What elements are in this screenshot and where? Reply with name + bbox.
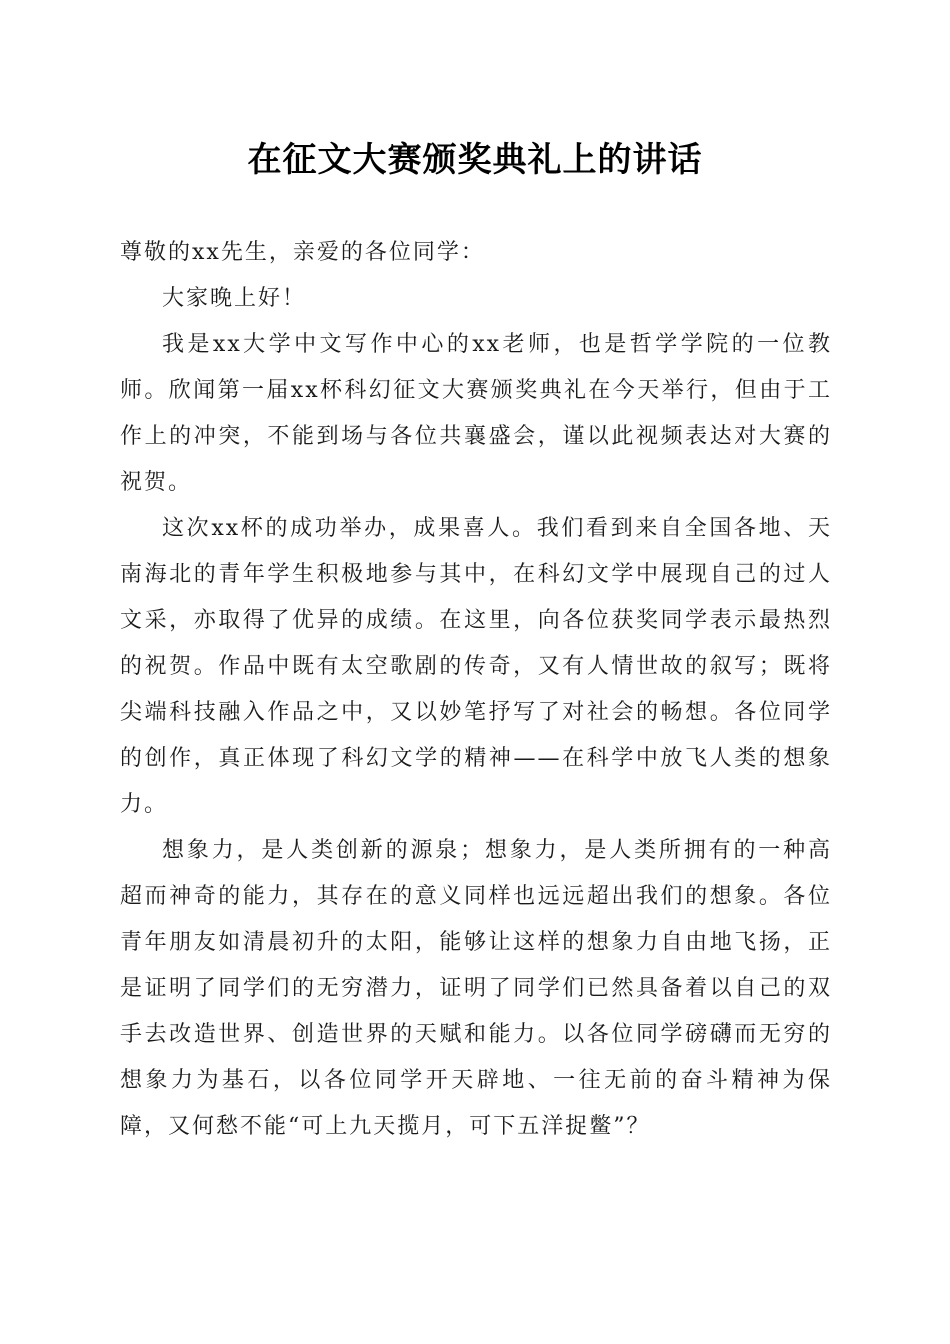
paragraph: 我是xx大学中文写作中心的xx老师，也是哲学学院的一位教师。欣闻第一届xx杯科幻征文大赛颁奖典礼在今天举行，但由于工作上的冲突，不能到场与各位共襄盛会，谨以此视频表达对大赛的祝贺。 [120,332,832,495]
salutation: 尊敬的xx先生，亲爱的各位同学： [120,240,485,265]
paragraph: 这次xx杯的成功举办，成果喜人。我们看到来自全国各地、天南海北的青年学生积极地参与其中，在科幻文学中展现自己的过人文采，亦取得了优异的成绩。在这里，向各位获奖同学表示最热烈的祝贺。作品中既有太空歌剧的传奇，又有人情世故的叙写；既将尖端科技融入作品之中，又以妙笔抒写了对社会的畅想。各位同学的创作，真正体现了科幻文学的精神——在科学中放飞人类的想象力。 [120,516,832,817]
paragraph: 想象力，是人类创新的源泉；想象力，是人类所拥有的一种高超而神奇的能力，其存在的意义同样也远远超出我们的想象。各位青年朋友如清晨初升的太阳，能够让这样的想象力自由地飞扬，正是证明了同学们的无穷潜力，证明了同学们已然具备着以自己的双手去改造世界、创造世界的天赋和能力。以各位同学磅礴而无穷的想象力为基石，以各位同学开天辟地、一往无前的奋斗精神为保障，又何愁不能“可上九天揽月，可下五洋捉鳖”？ [120,838,832,1139]
document-title: 在征文大赛颁奖典礼上的讲话 [247,140,703,180]
greeting: 大家晚上好！ [162,286,307,311]
document-body [120,230,832,1150]
